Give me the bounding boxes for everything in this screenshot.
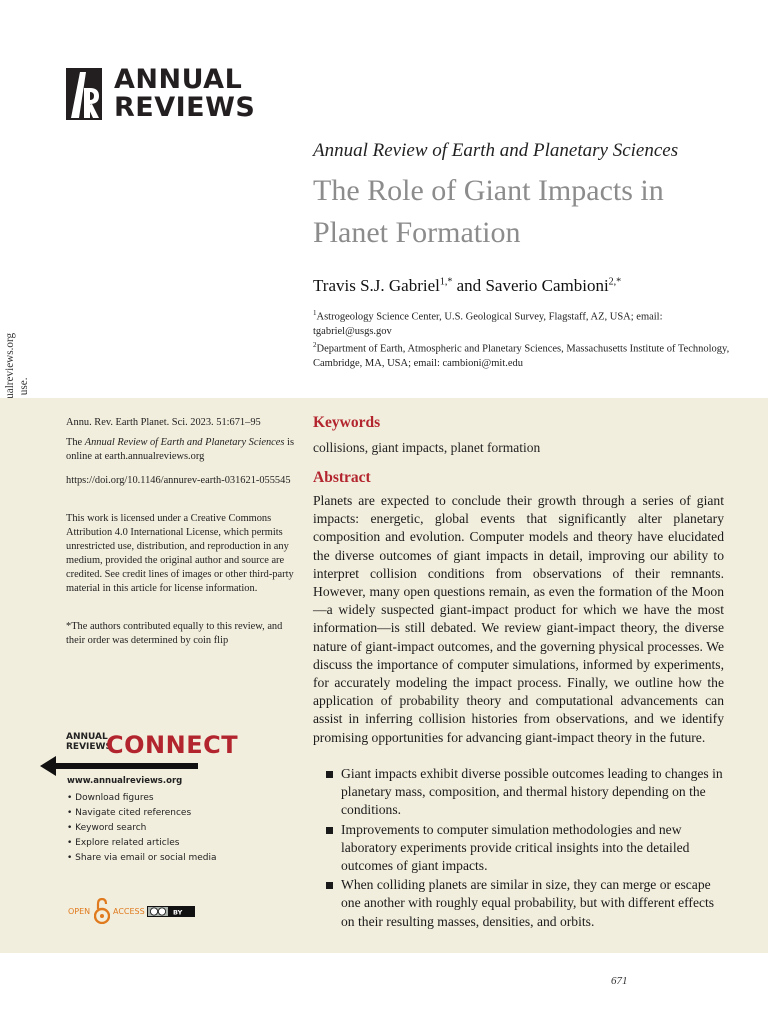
- affiliation-2: [313, 338, 733, 372]
- connect-feature-list: [67, 791, 217, 866]
- online-note-post: is online at earth.annualreviews.org: [66, 437, 294, 462]
- summary-point: [326, 821, 724, 876]
- equal-contribution-footnote: *The authors contributed equally to this review, and their order was determined by coin flip: [66, 621, 283, 646]
- connect-feature: • Download figures: [67, 793, 154, 803]
- summary-point-text: Giant impacts exhibit diverse possible outcomes leading to changes in planetary mass, composition, and thermal history depending on the conditions.: [341, 766, 723, 818]
- keywords-heading: Keywords: [313, 414, 381, 431]
- author-1-sup: 1,*: [439, 276, 453, 288]
- journal-name: Annual Review of Earth and Planetary Sciences: [313, 140, 679, 161]
- open-access-open: OPEN: [68, 907, 91, 916]
- connect-feature: • Share via email or social media: [67, 853, 217, 863]
- connect-annual: ANNUAL: [66, 732, 108, 742]
- bullet-square-icon: [326, 882, 333, 889]
- logo-line-annual: ANNUAL: [114, 64, 243, 95]
- online-note: [66, 436, 294, 464]
- online-note-pre: The: [66, 437, 85, 448]
- affiliation-1: [313, 306, 733, 340]
- summary-point: [326, 876, 724, 931]
- summary-points: [326, 765, 724, 932]
- abstract-text: Planets are expected to conclude their growth through a series of giant impacts: energetic, global events that significantly alter planetary composition and evolution. Computer models and theory have elucidated the diverse outcomes of giant impacts in detail, improving our ability to interpret collision conditions from observations of their remnants. However, many open questions remain, as even the formation of the Moon—a widely suspected giant-impact product for which we have the most information—is still debated. We review giant-impact theory, the diverse nature of giant-impact outcomes, and the governing physical processes. We discuss the importance of computer simulations, informed by experiments, for accurately modeling the impact process. Finally, we outline how the application of probability theory and computational advancements can assist in inferring collision histories from observations, and we identify promising opportunities for advancing giant-impact theory in the future.: [313, 493, 724, 745]
- page-number: 671: [611, 975, 628, 987]
- article-title: The Role of Giant Impacts in Planet Formation: [313, 174, 664, 249]
- citation: Annu. Rev. Earth Planet. Sci. 2023. 51:671–95: [66, 417, 261, 428]
- connect-feature: • Navigate cited references: [67, 808, 192, 818]
- summary-point-text: When colliding planets are similar in size, they can merge or escape one another with roughly equal probability, but with different effects on their resulting masses, densities, and orbits.: [341, 877, 715, 929]
- summary-point-text: Improvements to computer simulation methodologies and new laboratory experiments provide critical insights into the detailed outcomes of giant impacts.: [341, 821, 690, 874]
- abstract-heading: Abstract: [313, 469, 371, 486]
- logo-line-reviews: REVIEWS: [114, 92, 256, 123]
- author-and: and: [452, 276, 486, 295]
- author-list: [313, 276, 621, 296]
- author-1: Travis S.J. Gabriel: [313, 276, 440, 295]
- connect-url[interactable]: www.annualreviews.org: [67, 776, 183, 786]
- online-note-journal: Annual Review of Earth and Planetary Sciences: [84, 437, 285, 448]
- ar-logo-mark-icon: [66, 68, 102, 120]
- affiliation-2-text: Department of Earth, Atmospheric and Planetary Sciences, Massachusetts Institute of Technology, Cambridge, MA, USA; email: cambioni@mit.edu: [313, 343, 730, 369]
- author-2: Saverio Cambioni: [485, 276, 609, 295]
- connect-wordmark: CONNECT: [106, 731, 239, 759]
- doi-link[interactable]: https://doi.org/10.1146/annurev-earth-031621-055545: [66, 475, 291, 486]
- open-access-badge: [66, 898, 206, 926]
- affiliation-1-text: Astrogeology Science Center, U.S. Geological Survey, Flagstaff, AZ, USA; email: tgabriel@usgs.gov: [313, 311, 663, 337]
- license-text: This work is licensed under a Creative Commons Attribution 4.0 International License, which permits unrestricted use, distribution, and reproduction in any medium, provided the original author and source are credited. See credit lines of images or other third-party material in this article for license information.: [66, 513, 294, 594]
- affiliation-2-sup: 2: [313, 341, 317, 349]
- keywords-text: collisions, giant impacts, planet formation: [313, 440, 541, 455]
- cc-by-label: BY: [173, 908, 183, 917]
- summary-point: [326, 765, 724, 820]
- open-access-access: ACCESS: [113, 907, 145, 916]
- annual-reviews-connect[interactable]: [40, 730, 240, 870]
- connect-arrow-icon: [40, 756, 200, 776]
- author-2-sup: 2,*: [608, 276, 622, 288]
- annual-reviews-logo: [66, 66, 266, 126]
- affiliation-1-sup: 1: [313, 309, 317, 317]
- connect-reviews: REVIEWS: [66, 742, 112, 752]
- cc-by-license-icon: [147, 906, 195, 917]
- open-lock-icon: [94, 898, 110, 924]
- connect-feature: • Keyword search: [67, 823, 147, 833]
- bullet-square-icon: [326, 771, 333, 778]
- bullet-square-icon: [326, 827, 333, 834]
- connect-feature: • Explore related articles: [67, 838, 180, 848]
